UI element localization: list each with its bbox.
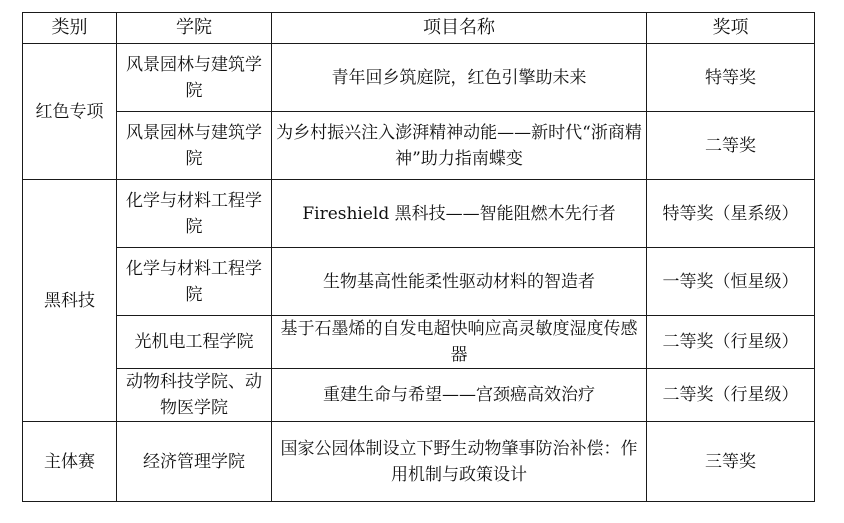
header-project: 项目名称 — [272, 13, 647, 44]
table-row — [23, 369, 815, 422]
award-cell: 二等奖（行星级） — [647, 369, 815, 422]
awards-table — [22, 12, 815, 502]
project-cell: 基于石墨烯的自发电超快响应高灵敏度湿度传感器 — [272, 316, 647, 369]
table-row — [23, 316, 815, 369]
table-row — [23, 44, 815, 112]
project-cell: Fireshield 黑科技——智能阻燃木先行者 — [272, 180, 647, 248]
project-cell: 国家公园体制设立下野生动物肇事防治补偿：作用机制与政策设计 — [272, 422, 647, 502]
header-category: 类别 — [23, 13, 117, 44]
college-cell: 光机电工程学院 — [117, 316, 272, 369]
table-row — [23, 422, 815, 502]
header-award: 奖项 — [647, 13, 815, 44]
table-row — [23, 180, 815, 248]
award-cell: 特等奖（星系级） — [647, 180, 815, 248]
award-cell: 三等奖 — [647, 422, 815, 502]
table-row — [23, 112, 815, 180]
college-cell: 风景园林与建筑学院 — [117, 112, 272, 180]
header-college: 学院 — [117, 13, 272, 44]
award-cell: 二等奖 — [647, 112, 815, 180]
college-cell: 化学与材料工程学院 — [117, 180, 272, 248]
award-cell: 二等奖（行星级） — [647, 316, 815, 369]
table-row — [23, 248, 815, 316]
project-cell: 重建生命与希望——宫颈癌高效治疗 — [272, 369, 647, 422]
college-cell: 经济管理学院 — [117, 422, 272, 502]
category-cell: 黑科技 — [23, 180, 117, 422]
award-cell: 一等奖（恒星级） — [647, 248, 815, 316]
college-cell: 化学与材料工程学院 — [117, 248, 272, 316]
category-cell: 主体赛 — [23, 422, 117, 502]
project-cell: 为乡村振兴注入澎湃精神动能——新时代“浙商精神”助力指南蝶变 — [272, 112, 647, 180]
project-cell: 生物基高性能柔性驱动材料的智造者 — [272, 248, 647, 316]
project-cell: 青年回乡筑庭院，红色引擎助未来 — [272, 44, 647, 112]
header-row — [23, 13, 815, 44]
college-cell: 风景园林与建筑学院 — [117, 44, 272, 112]
award-cell: 特等奖 — [647, 44, 815, 112]
category-cell: 红色专项 — [23, 44, 117, 180]
college-cell: 动物科技学院、动物医学院 — [117, 369, 272, 422]
